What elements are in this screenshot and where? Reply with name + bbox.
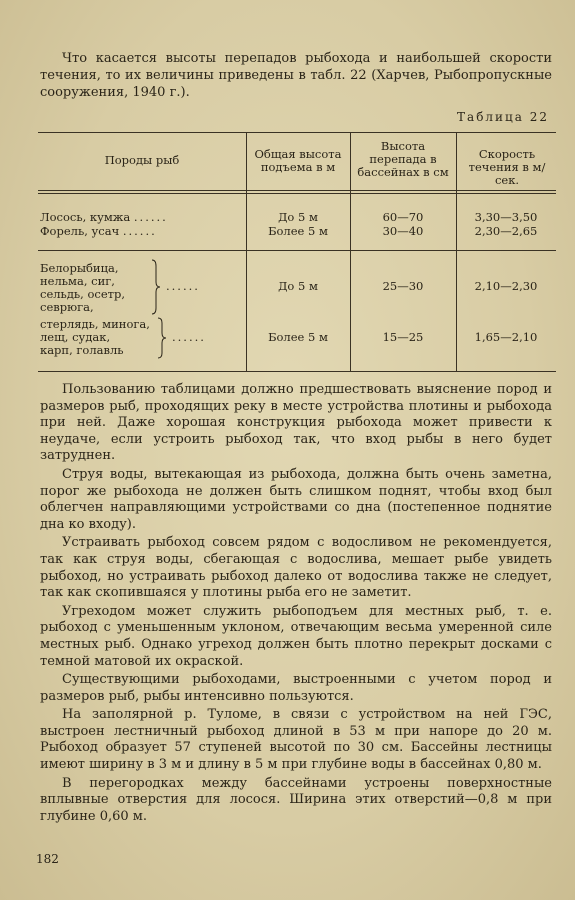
dot-leader: ......: [122, 224, 157, 238]
group-species-name: Белорыбица,: [40, 261, 119, 275]
header-drop-height: Высота перепада в бассейнах в см: [357, 139, 449, 179]
fish-table: [38, 130, 556, 372]
cell-speed: 2,10—2,30: [474, 279, 538, 293]
table-row-species: [40, 225, 157, 238]
paragraph: Устраивать рыбоход совсем рядом с водосливом не рекомендуется, так как струя воды, сбегающая с водослива, мешает рыбе увидеть рыбоход, но устраивать рыбоход далеко от водослива также не следует, так как скопившаяся у плотины рыба его не заметит.: [40, 535, 552, 601]
page-number: 182: [36, 852, 59, 866]
paragraph: Струя воды, вытекающая из рыбохода, должна быть очень заметна, порог же рыбохода не должен быть слишком поднят, чтобы вход был облегчен направляющими устройствами со дна (постепенное поднятие дна ко входу).: [40, 466, 552, 532]
intro-paragraph: Что касается высоты перепадов рыбохода и наибольшей скорости течения, то их величины приведены в табл. 22 (Харчев, Рыбопропускные сооружения, 1940 г.).: [40, 51, 552, 100]
cell-total-height: До 5 м: [278, 279, 318, 293]
cell-drop-height: 60—70: [382, 210, 424, 224]
species-name: Форель, усач: [40, 224, 120, 238]
paragraph: Пользованию таблицами должно предшествовать выяснение пород и размеров рыб, проходящих реку в месте устройства плотины и рыбохода при ней. Даже хорошая конструкция рыбохода может привести к неудаче, если устроить рыбоход так, что вход рыбы в него будет затруднен.: [40, 382, 552, 464]
group-species-name: сельдь, осетр,: [40, 287, 126, 301]
paragraph: Угреходом может служить рыбоподъем для местных рыб, т. е. рыбоход с уменьшенным уклоном, отвечающим весьма умеренной силе местных рыб. Однако угреход должен быть плотно перекрыт досками с темной матовой их окраской.: [40, 603, 552, 669]
header-total-height: Общая высота подъема в м: [254, 147, 342, 174]
dot-leader: ......: [133, 210, 168, 224]
brace-icon: [150, 258, 162, 316]
group-species-name: нельма, сиг,: [40, 274, 115, 288]
cell-total-height: Более 5 м: [268, 330, 328, 344]
table-header-rule: [38, 190, 556, 191]
table-row-rule: [38, 250, 556, 251]
group-species-name: стерлядь, минога,: [40, 317, 150, 331]
paragraph: Существующими рыбоходами, выстроенными с учетом пород и размеров рыб, рыбы интенсивно пользуются.: [40, 672, 552, 704]
table-top-rule: [38, 132, 556, 133]
paragraph: На заполярной р. Туломе, в связи с устройством на ней ГЭС, выстроен лестничный рыбоход длиной в 53 м при напоре до 20 м. Рыбоход образует 57 ступеней высотой по 30 см. Бассейны лестницы имеют ширину в 3 м и длину в 5 м при глубине воды в бассейнах 0,80 м.: [40, 707, 552, 773]
header-speed: Скорость течения в м/сек.: [468, 147, 546, 187]
cell-drop-height: 25—30: [382, 279, 424, 293]
cell-total-height: Более 5 м: [268, 224, 328, 238]
cell-drop-height: 30—40: [382, 224, 424, 238]
group-species-name: карп, голавль: [40, 343, 124, 357]
paragraph: В перегородках между бассейнами устроены поверхностные вплывные отверстия для лосося. Ширина этих отверстий—0,8 м при глубине 0,60 м.: [40, 775, 552, 824]
cell-speed: 2,30—2,65: [474, 224, 538, 238]
cell-speed: 1,65—2,10: [474, 330, 538, 344]
brace-icon: [156, 316, 168, 360]
cell-drop-height: 15—25: [382, 330, 424, 344]
table-header-rule-double: [38, 193, 556, 194]
dot-leader: ......: [172, 330, 206, 344]
table-caption: Таблица 22: [457, 110, 549, 124]
table-row-species: [40, 211, 168, 224]
group-species-name: лещ, судак,: [40, 330, 111, 344]
cell-total-height: До 5 м: [278, 210, 318, 224]
body-text: [40, 382, 552, 827]
table-bottom-rule: [38, 371, 556, 372]
species-name: Лосось, кумжа: [40, 210, 131, 224]
cell-speed: 3,30—3,50: [474, 210, 538, 224]
group-species-name: севрюга,: [40, 300, 94, 314]
dot-leader: ......: [166, 279, 200, 293]
header-species: Породы рыб: [104, 153, 180, 167]
